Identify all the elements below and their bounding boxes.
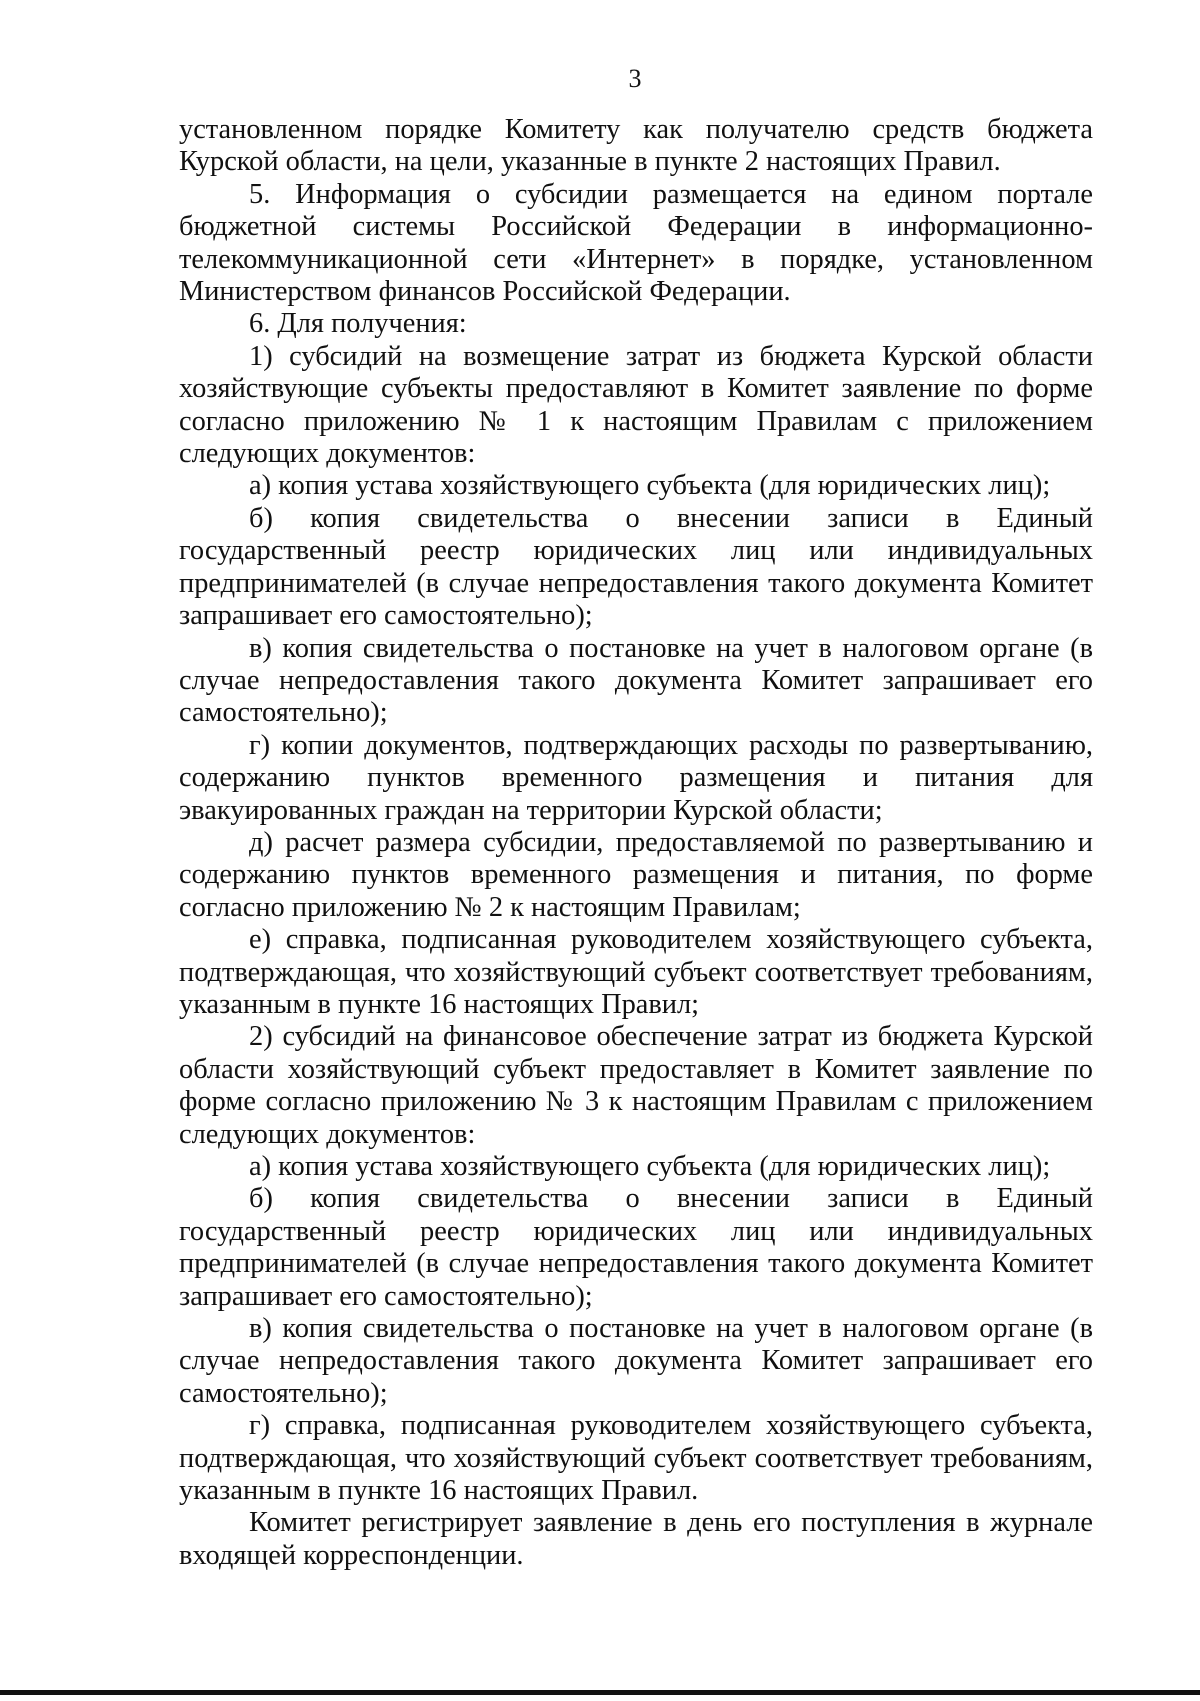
paragraph-continuation: установленном порядке Комитету как получателю средств бюджета Курской области, на цели, указанные в пункте 2 настоящих Правил.: [179, 114, 1093, 178]
paragraph-subitem-1e: е) справка, подписанная руководителем хозяйствующего субъекта, подтверждающая, что хозяйствующий субъект соответствует требованиям, указанным в пункте 16 настоящих Правил;: [179, 924, 1093, 1020]
paragraph-item-6: 6. Для получения:: [249, 308, 467, 340]
paragraph-subitem-2: 2) субсидий на финансовое обеспечение затрат из бюджета Курской области хозяйствующий субъект предоставляет в Комитет заявление по форме согласно приложению № 3 к настоящим Правилам с приложением следующих документов:: [179, 1021, 1093, 1150]
paragraph-subitem-1d: д) расчет размера субсидии, предоставляемой по развертыванию и содержанию пунктов временного размещения и питания, по форме согласно приложению № 2 к настоящим Правилам;: [179, 826, 1093, 923]
paragraph-subitem-2g: г) справка, подписанная руководителем хозяйствующего субъекта, подтверждающая, что хозяйствующий субъект соответствует требованиям, указанным в пункте 16 настоящих Правил.: [179, 1410, 1093, 1507]
paragraph-subitem-2v: в) копия свидетельства о постановке на учет в налоговом органе (в случае непредоставления такого документа Комитет запрашивает его самостоятельно);: [179, 1313, 1093, 1409]
paragraph-subitem-1v: в) копия свидетельства о постановке на учет в налоговом органе (в случае непредоставления такого документа Комитет запрашивает его самостоятельно);: [179, 632, 1093, 729]
paragraph-subitem-1: 1) субсидий на возмещение затрат из бюджета Курской области хозяйствующие субъекты предоставляют в Комитет заявление по форме согласно приложению № 1 к настоящим Правилам с приложением следующих документов:: [179, 340, 1093, 470]
paragraph-subitem-2b: б) копия свидетельства о внесении записи в Единый государственный реестр юридических лиц или индивидуальных предпринимателей (в случае непредоставления такого документа Комитет запрашивает его самостоятельно);: [179, 1183, 1093, 1312]
paragraph-subitem-1g: г) копии документов, подтверждающих расходы по развертыванию, содержанию пунктов временного размещения и питания для эвакуированных граждан на территории Курской области;: [179, 729, 1093, 826]
paragraph-registration: Комитет регистрирует заявление в день его поступления в журнале входящей корреспонденции.: [179, 1507, 1093, 1571]
paragraph-item-5: 5. Информация о субсидии размещается на едином портале бюджетной системы Российской Федерации в информационно-телекоммуникационной сети «Интернет» в порядке, установленном Министерством финансов Российской Федерации.: [179, 178, 1093, 308]
paragraph-subitem-2a: а) копия устава хозяйствующего субъекта (для юридических лиц);: [249, 1151, 1051, 1182]
document-body: [179, 114, 1093, 1572]
paragraph-subitem-1a: а) копия устава хозяйствующего субъекта (для юридических лиц);: [249, 470, 1051, 502]
page-number: 3: [628, 64, 642, 93]
scan-bottom-edge: [0, 1690, 1200, 1695]
paragraph-subitem-1b: б) копия свидетельства о внесении записи в Единый государственный реестр юридических лиц или индивидуальных предпринимателей (в случае непредоставления такого документа Комитет запрашивает его самостоятельно);: [179, 502, 1093, 632]
